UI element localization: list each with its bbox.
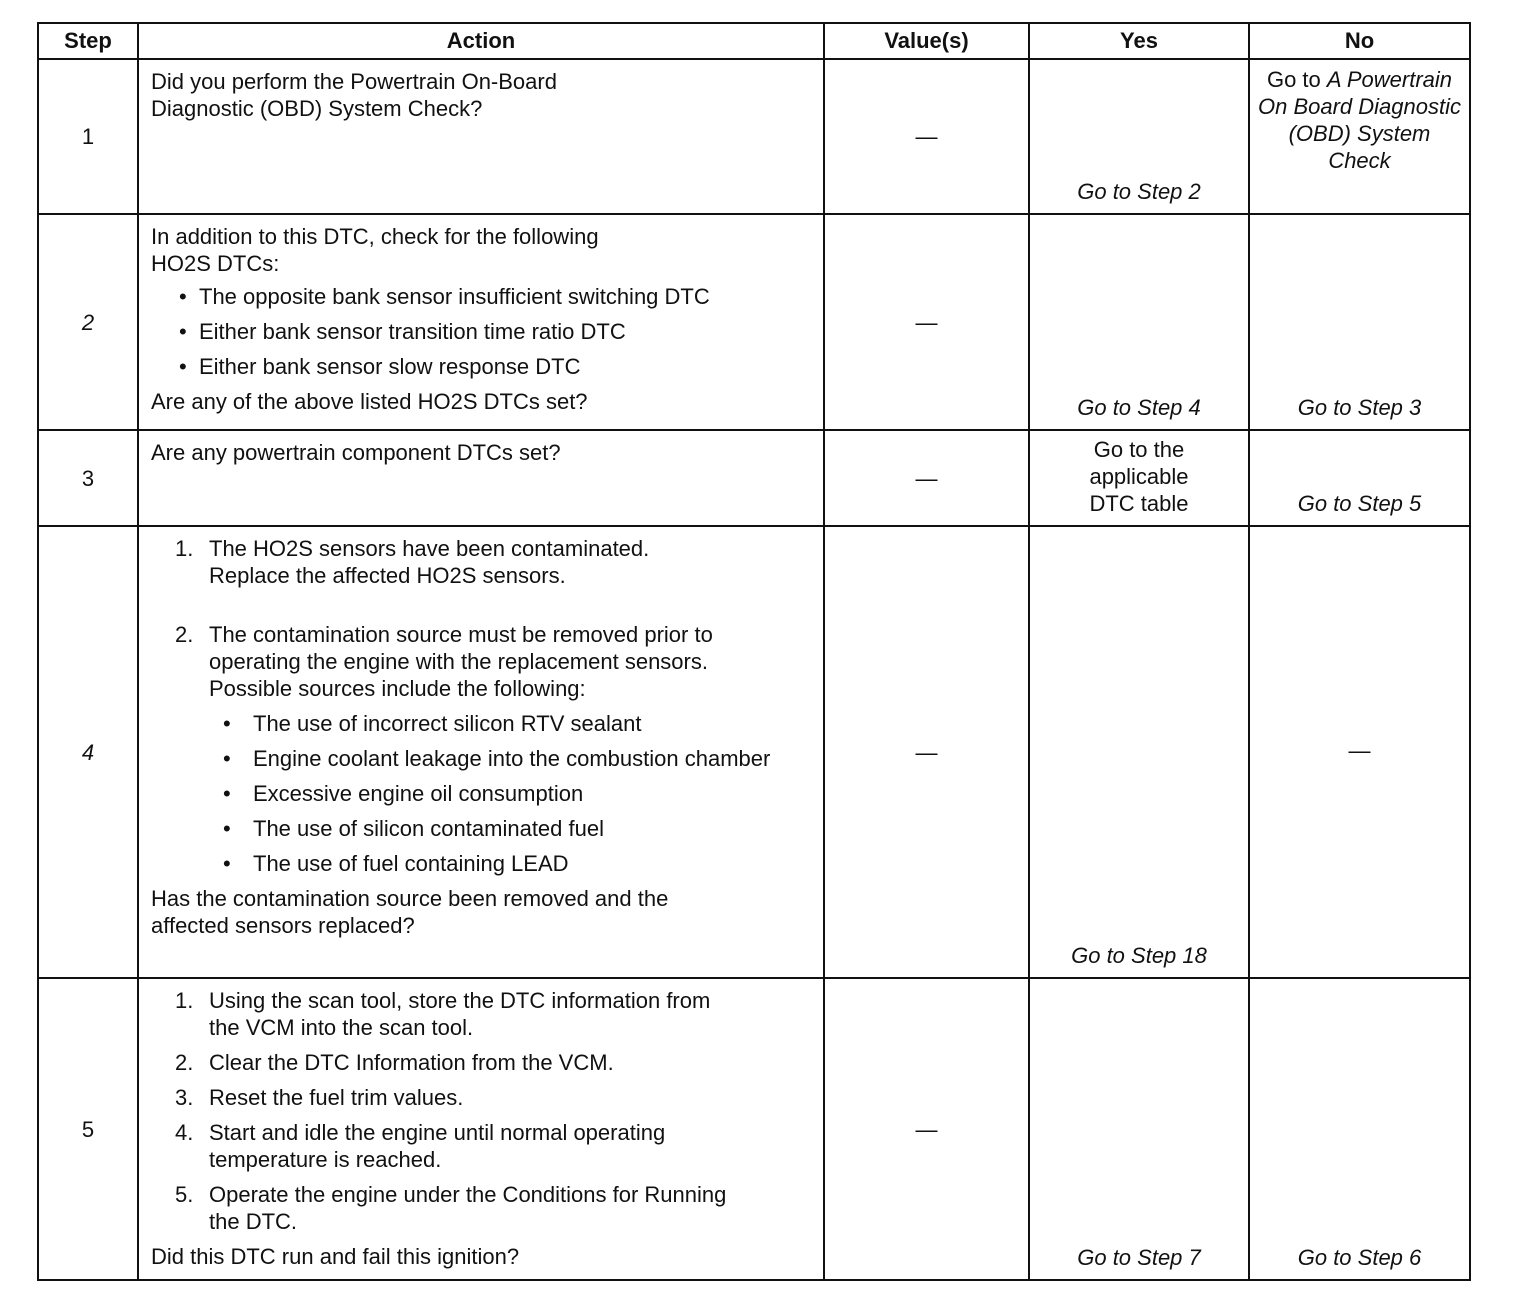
goto-link: A Powertrain On Board Diagnostic (OBD) System Check (1258, 67, 1461, 173)
item-text: the DTC. (209, 1209, 298, 1234)
list-item: • Excessive engine oil consumption (219, 780, 811, 807)
item-text: Replace the affected HO2S sensors. (209, 563, 566, 588)
list-item (175, 1119, 811, 1173)
item-text: Possible sources include the following: (209, 676, 586, 701)
bullet-list (209, 710, 811, 877)
numbered-list (151, 987, 811, 1235)
item-text: Clear the DTC Information from the VCM. (209, 1050, 614, 1075)
item-text: the VCM into the scan tool. (209, 1015, 474, 1040)
goto-link: Go to Step 4 (1077, 395, 1201, 420)
list-item (175, 987, 811, 1041)
item-text: Start and idle the engine until normal operating (209, 1120, 666, 1145)
step-number: 3 (38, 430, 138, 526)
diagnostic-table (37, 22, 1471, 1281)
header-step: Step (38, 23, 138, 59)
value-cell: — (824, 526, 1029, 978)
action-text: Diagnostic (OBD) System Check? (151, 96, 483, 121)
step-number: 1 (38, 59, 138, 214)
item-number: 1. (175, 536, 194, 561)
item-text: temperature is reached. (209, 1147, 442, 1172)
value-cell: — (824, 214, 1029, 430)
table-row-step-5 (38, 978, 1470, 1280)
goto-link: Go to Step 2 (1077, 179, 1201, 204)
goto-link: Go to Step 7 (1077, 1245, 1201, 1270)
question-text: affected sensors replaced? (151, 913, 415, 938)
action-text: Did you perform the Powertrain On-Board (151, 69, 557, 94)
item-number: 2. (175, 1050, 194, 1075)
item-number: 5. (175, 1182, 194, 1207)
item-text: The HO2S sensors have been contaminated. (209, 536, 650, 561)
question-text: Did this DTC run and fail this ignition? (151, 1244, 520, 1269)
header-row (38, 23, 1470, 59)
bullet-list (151, 283, 811, 380)
list-item: • The use of silicon contaminated fuel (219, 815, 811, 842)
goto-link: Go to Step 3 (1297, 395, 1422, 420)
item-text: Operate the engine under the Conditions for Running (209, 1182, 727, 1207)
question-text: Has the contamination source been removed and the (151, 886, 669, 911)
value-cell: — (824, 59, 1029, 214)
list-item (175, 1084, 811, 1111)
list-item (175, 535, 811, 589)
yes-text: Go to the (1093, 437, 1185, 462)
header-action: Action (138, 23, 824, 59)
list-item: • The opposite bank sensor insufficient switching DTC (175, 283, 811, 310)
no-cell (1249, 59, 1470, 214)
question-text: Are any powertrain component DTCs set? (151, 440, 561, 465)
table-row-step-3 (38, 430, 1470, 526)
yes-cell (1029, 978, 1249, 1280)
yes-cell (1029, 526, 1249, 978)
no-cell (1249, 214, 1470, 430)
goto-link: Go to Step 5 (1297, 491, 1422, 516)
item-number: 2. (175, 622, 194, 647)
step-number: 4 (38, 526, 138, 978)
list-item (175, 621, 811, 877)
action-text: HO2S DTCs: (151, 251, 280, 276)
item-text: Reset the fuel trim values. (209, 1085, 464, 1110)
yes-cell (1029, 59, 1249, 214)
goto-link: Go to Step 18 (1071, 943, 1207, 968)
header-no: No (1249, 23, 1470, 59)
action-cell (138, 526, 824, 978)
numbered-list (151, 535, 811, 877)
yes-text: DTC table (1089, 491, 1189, 516)
table-row-step-2 (38, 214, 1470, 430)
list-item: • Either bank sensor transition time ratio DTC (175, 318, 811, 345)
item-text: operating the engine with the replacement sensors. (209, 649, 708, 674)
action-cell (138, 214, 824, 430)
step-number: 5 (38, 978, 138, 1280)
list-item (175, 1181, 811, 1235)
action-cell (138, 430, 824, 526)
list-item: • The use of incorrect silicon RTV sealant (219, 710, 811, 737)
header-yes: Yes (1029, 23, 1249, 59)
table-row-step-1 (38, 59, 1470, 214)
yes-text: applicable (1089, 464, 1189, 489)
value-cell: — (824, 430, 1029, 526)
step-number: 2 (38, 214, 138, 430)
item-number: 4. (175, 1120, 194, 1145)
value-cell: — (824, 978, 1029, 1280)
action-cell (138, 978, 824, 1280)
list-item: • The use of fuel containing LEAD (219, 850, 811, 877)
table-row-step-4 (38, 526, 1470, 978)
item-text: Using the scan tool, store the DTC information from (209, 988, 711, 1013)
action-text: In addition to this DTC, check for the following (151, 224, 599, 249)
no-cell: — (1249, 526, 1470, 978)
goto-link: Go to Step 6 (1297, 1245, 1422, 1270)
item-number: 3. (175, 1085, 194, 1110)
goto-prefix: Go to (1266, 67, 1327, 92)
list-item (175, 1049, 811, 1076)
list-item: • Either bank sensor slow response DTC (175, 353, 811, 380)
yes-cell (1029, 214, 1249, 430)
action-cell (138, 59, 824, 214)
no-cell (1249, 430, 1470, 526)
question-text: Are any of the above listed HO2S DTCs set? (151, 389, 588, 414)
item-text: The contamination source must be removed prior to (209, 622, 713, 647)
item-number: 1. (175, 988, 194, 1013)
no-cell (1249, 978, 1470, 1280)
yes-cell (1029, 430, 1249, 526)
header-values: Value(s) (824, 23, 1029, 59)
list-item: • Engine coolant leakage into the combustion chamber (219, 745, 773, 772)
